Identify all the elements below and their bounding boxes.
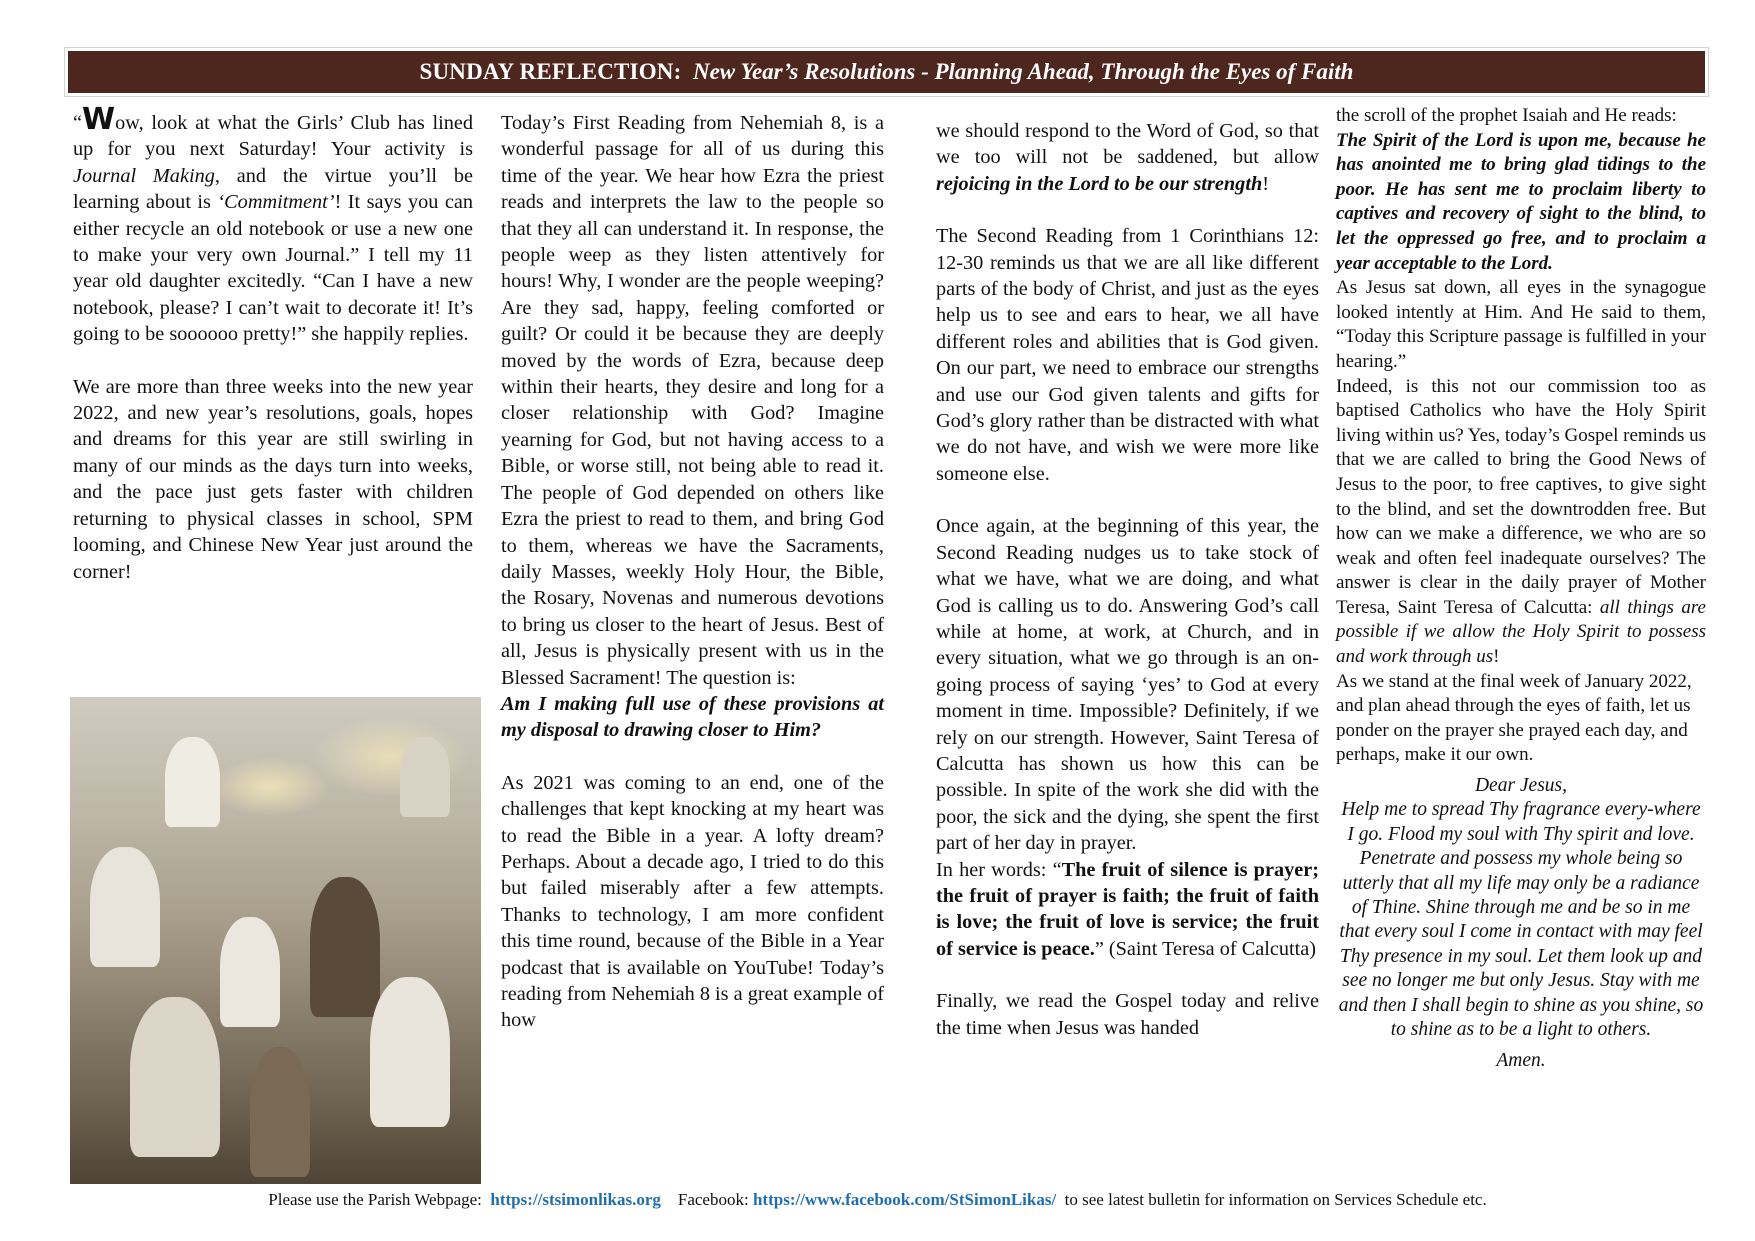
text-run: Indeed, is this not our commission too as baptised Catholics who have the Holy Spirit living within us? Yes, today’s Gospel reminds us that we are called to bring the Good News of Jesus to the poor, to free captives, to give sight to the blind, and set the downtrodden free. But how can we make a difference, we who are so weak and often feel inadequate ourselves? The answer is clear in the daily prayer of Mother Teresa, Saint Teresa of Calcutta: (1336, 375, 1706, 618)
footer-facebook-label: Facebook: (660, 1190, 753, 1209)
teresa-quote: The fruit of silence is prayer; the fruit of prayer is faith; the fruit of faith is love; the fruit of love is service; the fruit of service is peace. (936, 858, 1319, 960)
emphasis-rejoicing: rejoicing in the Lord to be our strength (936, 172, 1263, 195)
opening-paragraph (73, 102, 473, 348)
banner-label: SUNDAY REFLECTION: (419, 59, 682, 84)
text-run: we should respond to the Word of God, so that we too will not be saddened, but allow (936, 120, 1319, 169)
column-1 (73, 102, 473, 585)
commission-paragraph (1336, 375, 1706, 670)
drop-cap: W (82, 102, 116, 137)
text-run: , and the virtue you’ll be learning about is (73, 164, 473, 214)
facebook-link[interactable]: https://www.facebook.com/StSimonLikas/ (752, 1190, 1057, 1209)
isaiah-scripture: The Spirit of the Lord is upon me, because he has anointed me to bring glad tidings to the poor. He has sent me to proclaim liberty to captives and recovery of sight to the blind, to let the oppressed go free, and to proclaim a year acceptable to the Lord. (1336, 129, 1706, 274)
prayer-closing: Amen. (1496, 1049, 1546, 1071)
new-year-paragraph: We are more than three weeks into the new year 2022, and new year’s resolutions, goals, hopes and dreams for this year are still swirling in many of our minds as the days turn into weeks, and the pace just gets faster with children returning to physical classes in school, SPM looming, and Chinese New Year just around the corner! (73, 375, 473, 583)
first-reading-paragraph: Today’s First Reading from Nehemiah 8, is a wonderful passage for all of us during this time of the year. We hear how Ezra the priest reads and interprets the law to the people so that they all can understand it. In response, the people weep as they listen attentively for hours! Why, I wonder are the people weeping? Are they sad, happy, feeling comforted or guilt? Or could it be because they are deeply moved by the words of Ezra, because deep within their hearts, they desire and long for a closer relationship with God? Imagine yearning for God, but not having access to a Bible, or worse still, not being able to read it. The people of God depended on others like Ezra the priest to read to them, and bring God to them, whereas we have the Sacraments, daily Masses, weekly Holy Hour, the Bible, the Rosary, Novenas and numerous devotions to bring us closer to the heart of Jesus. Best of all, Jesus is physically present with us in the Blessed Sacrament! The question is: (501, 112, 884, 689)
column-4 (1336, 104, 1706, 1073)
text-run: ! (1493, 646, 1500, 668)
text-run: ow, look at what the Girls’ Club has lined up for you next Saturday! Your activity is (73, 112, 473, 161)
open-quote: “ (73, 112, 83, 134)
synagogue-painting-image (70, 697, 481, 1184)
column-3 (936, 118, 1319, 1041)
bible-in-a-year-paragraph: As 2021 was coming to an end, one of the challenges that kept knocking at my heart was to read the Bible in a year. A lofty dream? Perhaps. About a decade ago, I tried to do this but failed miserably after a few attempts. Thanks to technology, I am more confident this time round, because of the Bible in a Year podcast that is available on YouTube! Today’s reading from Nehemiah 8 is a great example of how (501, 771, 884, 1032)
once-again-paragraph: Once again, at the beginning of this year, the Second Reading nudges us to take stock of what we have, what we are doing, and what God is calling us to do. Answering God’s call while at home, at work, at Church, and in every situation, what we go through is an on-going process of saying ‘yes’ to God at every moment in time. Impossible? Definitely, if we rely on our strength. However, Saint Teresa of Calcutta has shown us how this can be possible. In spite of the work she did with the poor, the sick and the dying, she spent the first part of her day in prayer. (936, 515, 1319, 855)
prayer-block (1336, 774, 1706, 1073)
footer-suffix: to see latest bulletin for information on Services Schedule etc. (1056, 1190, 1487, 1209)
parish-website-link[interactable]: https://stsimonlikas.org (490, 1190, 661, 1209)
quote-attribution: ” (Saint Teresa of Calcutta) (1094, 937, 1317, 960)
emphasis-commitment: ‘Commitment’ (217, 191, 335, 214)
prayer-body: Help me to spread Thy fragrance every-where I go. Flood my soul with Thy spirit and love. Penetrate and possess my whole being so utterly that all my life may only be a radiance of Thine. Shine through me and be so in me that every soul I come in contact with may feel Thy presence in my soul. Let them look up and see no longer me but only Jesus. Stay with me and then I shall begin to shine as you shine, so to shine as to be a light to others. (1338, 799, 1704, 1041)
footer (0, 1190, 1755, 1210)
respond-paragraph (936, 118, 1319, 197)
text-run: ! (1262, 172, 1269, 195)
final-week-paragraph: As we stand at the final week of January 2022, and plan ahead through the eyes of faith, let us ponder on the prayer she prayed each day, and perhaps, make it our own. (1336, 670, 1692, 766)
scroll-paragraph: the scroll of the prophet Isaiah and He reads: (1336, 105, 1677, 126)
reflection-question: Am I making full use of these provisions at my disposal to drawing closer to Him? (501, 692, 884, 742)
emphasis-journal-making: Journal Making (73, 164, 215, 187)
header-banner (68, 51, 1705, 93)
banner-title: New Year’s Resolutions - Planning Ahead, Through the Eyes of Faith (692, 59, 1354, 84)
text-run: ! It says you can either recycle an old notebook or use a new one to make your very own Journal.” I tell my 11 year old daughter excitedly. “Can I have a new notebook, please? I can’t wait to decorate it! It’s going to be soooooo pretty!” she happily replies. (73, 191, 473, 346)
column-2 (501, 110, 884, 1034)
synagogue-paragraph: As Jesus sat down, all eyes in the synagogue looked intently at Him. And He said to them, “Today this Scripture passage is fulfilled in your hearing.” (1336, 277, 1706, 372)
prayer-salutation: Dear Jesus, (1474, 775, 1568, 797)
second-reading-paragraph: The Second Reading from 1 Corinthians 12: 12-30 reminds us that we are all like different parts of the body of Christ, and just as the eyes help us to see and ears to hear, we all have different roles and abilities that is God given. On our part, we need to embrace our strengths and use our God given talents and gifts for God’s glory rather than be distracted with what we do not have, and wish we were more like someone else. (936, 225, 1319, 485)
gospel-paragraph: Finally, we read the Gospel today and relive the time when Jesus was handed (936, 990, 1319, 1039)
teresa-quote-paragraph (936, 857, 1319, 963)
text-run: In her words: “ (936, 858, 1062, 881)
emphasis-all-things-possible: all things are possible if we allow the Holy Spirit to possess and work through us (1336, 596, 1706, 668)
footer-prefix: Please use the Parish Webpage: (268, 1190, 491, 1209)
